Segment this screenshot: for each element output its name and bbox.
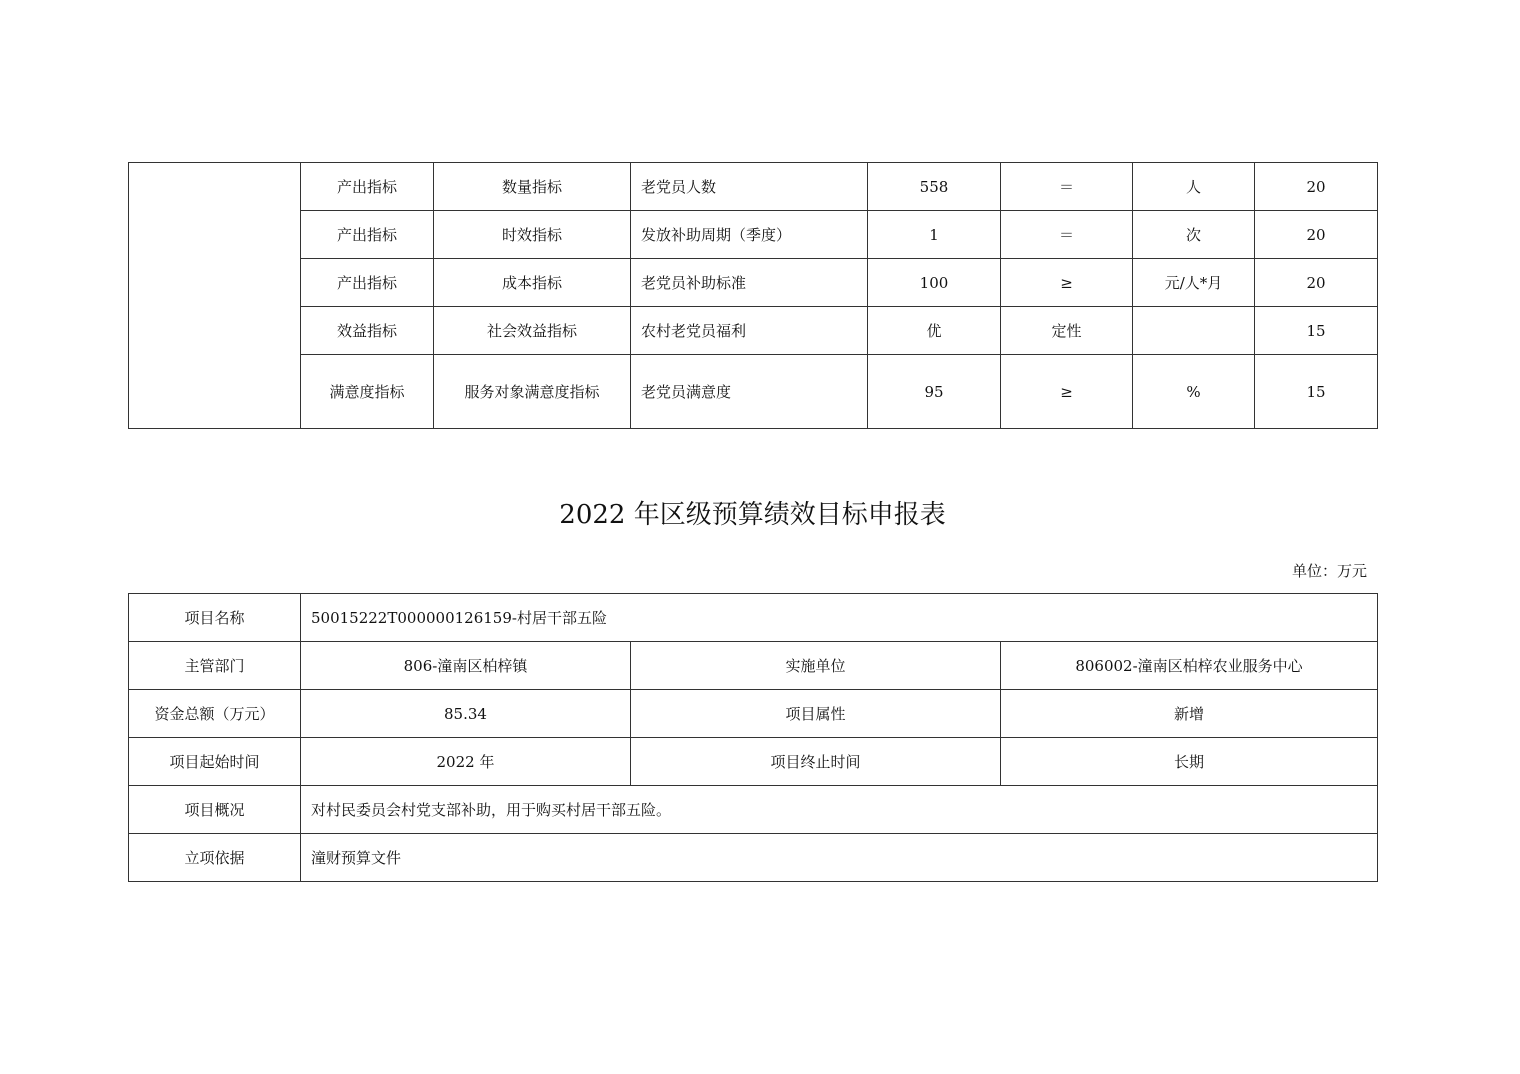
indicator-operator-cell: ＝ (1001, 163, 1133, 211)
table-row (129, 738, 1378, 786)
table-row (129, 786, 1378, 834)
level2-cell: 成本指标 (434, 259, 631, 307)
project-info-table (128, 593, 1378, 882)
basis-label: 立项依据 (129, 834, 301, 882)
level1-cell: 满意度指标 (301, 355, 434, 429)
level1-cell: 效益指标 (301, 307, 434, 355)
level1-cell: 产出指标 (301, 259, 434, 307)
indicator-name-cell: 老党员人数 (631, 163, 868, 211)
start-label: 项目起始时间 (129, 738, 301, 786)
table-row (129, 834, 1378, 882)
performance-indicator-table (128, 162, 1378, 429)
project-name-label: 项目名称 (129, 594, 301, 642)
attr-value: 新增 (1001, 690, 1378, 738)
table-row (129, 211, 1378, 259)
impl-label: 实施单位 (631, 642, 1001, 690)
basis-value: 潼财预算文件 (301, 834, 1378, 882)
table-row (129, 307, 1378, 355)
indicator-unit-cell (1133, 307, 1255, 355)
indicator-unit-cell: 人 (1133, 163, 1255, 211)
attr-label: 项目属性 (631, 690, 1001, 738)
impl-value: 806002-潼南区柏梓农业服务中心 (1001, 642, 1378, 690)
indicator-name-cell: 老党员补助标准 (631, 259, 868, 307)
indicator-operator-cell: ≥ (1001, 259, 1133, 307)
indicator-value-cell: 558 (868, 163, 1001, 211)
dept-value: 806-潼南区柏梓镇 (301, 642, 631, 690)
table-row (129, 594, 1378, 642)
table-row (129, 355, 1378, 429)
indicator-weight-cell: 15 (1255, 355, 1378, 429)
end-value: 长期 (1001, 738, 1378, 786)
indicator-operator-cell: ≥ (1001, 355, 1133, 429)
level2-cell: 服务对象满意度指标 (434, 355, 631, 429)
start-value: 2022 年 (301, 738, 631, 786)
indicator-value-cell: 1 (868, 211, 1001, 259)
level2-cell: 数量指标 (434, 163, 631, 211)
indicator-unit-cell: 次 (1133, 211, 1255, 259)
indicator-weight-cell: 20 (1255, 259, 1378, 307)
summary-label: 项目概况 (129, 786, 301, 834)
level2-cell: 时效指标 (434, 211, 631, 259)
dept-label: 主管部门 (129, 642, 301, 690)
indicator-operator-cell: ＝ (1001, 211, 1133, 259)
level1-cell: 产出指标 (301, 211, 434, 259)
table-row (129, 690, 1378, 738)
fund-label: 资金总额（万元） (129, 690, 301, 738)
indicator-name-cell: 发放补助周期（季度） (631, 211, 868, 259)
project-name-value: 50015222T000000126159-村居干部五险 (301, 594, 1378, 642)
fund-value: 85.34 (301, 690, 631, 738)
indicator-weight-cell: 20 (1255, 211, 1378, 259)
table-row (129, 259, 1378, 307)
indicator-name-cell: 农村老党员福利 (631, 307, 868, 355)
level2-cell: 社会效益指标 (434, 307, 631, 355)
indicator-name-cell: 老党员满意度 (631, 355, 868, 429)
indicator-unit-cell: % (1133, 355, 1255, 429)
summary-value: 对村民委员会村党支部补助，用于购买村居干部五险。 (301, 786, 1378, 834)
indicator-value-cell: 100 (868, 259, 1001, 307)
level1-cell: 产出指标 (301, 163, 434, 211)
indicator-value-cell: 优 (868, 307, 1001, 355)
indicator-weight-cell: 20 (1255, 163, 1378, 211)
indicator-operator-cell: 定性 (1001, 307, 1133, 355)
indicator-value-cell: 95 (868, 355, 1001, 429)
merged-blank-cell (129, 163, 301, 429)
unit-label: 单位：万元 (1291, 562, 1367, 580)
end-label: 项目终止时间 (631, 738, 1001, 786)
indicator-weight-cell: 15 (1255, 307, 1378, 355)
table-row (129, 163, 1378, 211)
table-row (129, 642, 1378, 690)
indicator-unit-cell: 元/人*月 (1133, 259, 1255, 307)
form-title: 2022 年区级预算绩效目标申报表 (559, 500, 946, 530)
